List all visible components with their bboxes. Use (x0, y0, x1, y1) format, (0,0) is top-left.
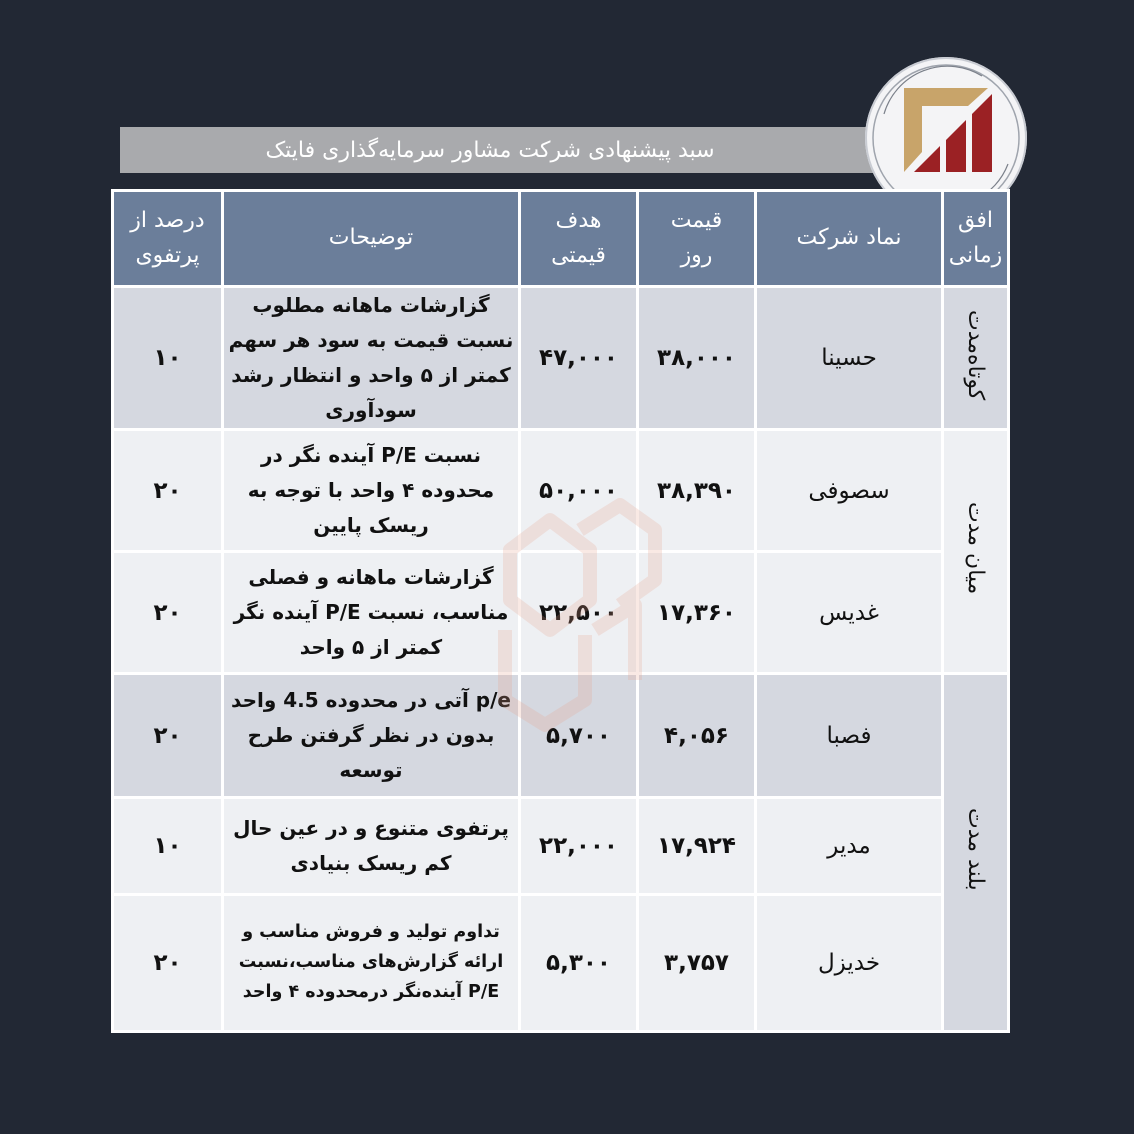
description-cell: p/e آتی در محدوده 4.5 واحد بدون در نظر گرفتن طرح توسعه (223, 674, 520, 798)
target-cell: ۲۲,۰۰۰ (520, 798, 638, 895)
table-row (113, 798, 1009, 895)
price-cell: ۳۸,۳۹۰ (638, 430, 756, 552)
horizon-mid: میان مدت (943, 430, 1009, 674)
price-cell: ۱۷,۳۶۰ (638, 552, 756, 674)
percent-cell: ۱۰ (113, 798, 223, 895)
company-cell: مدیر (756, 798, 943, 895)
horizon-long: بلند مدت (943, 674, 1009, 1032)
company-cell: حسینا (756, 287, 943, 430)
company-cell: غدیس (756, 552, 943, 674)
table-row (113, 674, 1009, 798)
percent-cell: ۲۰ (113, 895, 223, 1032)
price-cell: ۱۷,۹۲۴ (638, 798, 756, 895)
description-cell: پرتفوی متنوع و در عین حال کم ریسک بنیادی (223, 798, 520, 895)
description-cell: گزارشات ماهانه و فصلی مناسب، نسبت P/E آینده نگر کمتر از ۵ واحد (223, 552, 520, 674)
target-cell: ۴۷,۰۰۰ (520, 287, 638, 430)
percent-cell: ۲۰ (113, 674, 223, 798)
table-row (113, 895, 1009, 1032)
company-cell: خدیزل (756, 895, 943, 1032)
target-cell: ۵,۳۰۰ (520, 895, 638, 1032)
description-cell: گزارشات ماهانه مطلوب نسبت قیمت به سود هر سهم کمتر از ۵ واحد و انتظار رشد سودآوری (223, 287, 520, 430)
page-title (120, 127, 940, 173)
page-title-text: سبد پیشنهادی شرکت مشاور سرمایه‌گذاری فایتک (265, 137, 715, 163)
header-company: نماد شرکت (756, 191, 943, 287)
header-percent: درصد از پرتفوی (113, 191, 223, 287)
table-row (113, 430, 1009, 552)
table-row (113, 552, 1009, 674)
header-price: قیمت روز (638, 191, 756, 287)
company-cell: فصبا (756, 674, 943, 798)
portfolio-table (111, 189, 1010, 1033)
company-cell: سصوفی (756, 430, 943, 552)
target-cell: ۵,۷۰۰ (520, 674, 638, 798)
table-row (113, 287, 1009, 430)
target-cell: ۵۰,۰۰۰ (520, 430, 638, 552)
description-cell: نسبت P/E آینده نگر در محدوده ۴ واحد با توجه به ریسک پایین (223, 430, 520, 552)
horizon-short: کوتاه‌مدت (943, 287, 1009, 430)
percent-cell: ۱۰ (113, 287, 223, 430)
header-horizon: افق زمانی (943, 191, 1009, 287)
percent-cell: ۲۰ (113, 552, 223, 674)
header-target: هدف قیمتی (520, 191, 638, 287)
header-description: توضیحات (223, 191, 520, 287)
price-cell: ۳۸,۰۰۰ (638, 287, 756, 430)
price-cell: ۴,۰۵۶ (638, 674, 756, 798)
description-cell: تداوم تولید و فروش مناسب و ارائه گزارش‌های مناسب،نسبت P/E آینده‌نگر درمحدوده ۴ واحد (223, 895, 520, 1032)
price-cell: ۳,۷۵۷ (638, 895, 756, 1032)
percent-cell: ۲۰ (113, 430, 223, 552)
target-cell: ۲۲,۵۰۰ (520, 552, 638, 674)
